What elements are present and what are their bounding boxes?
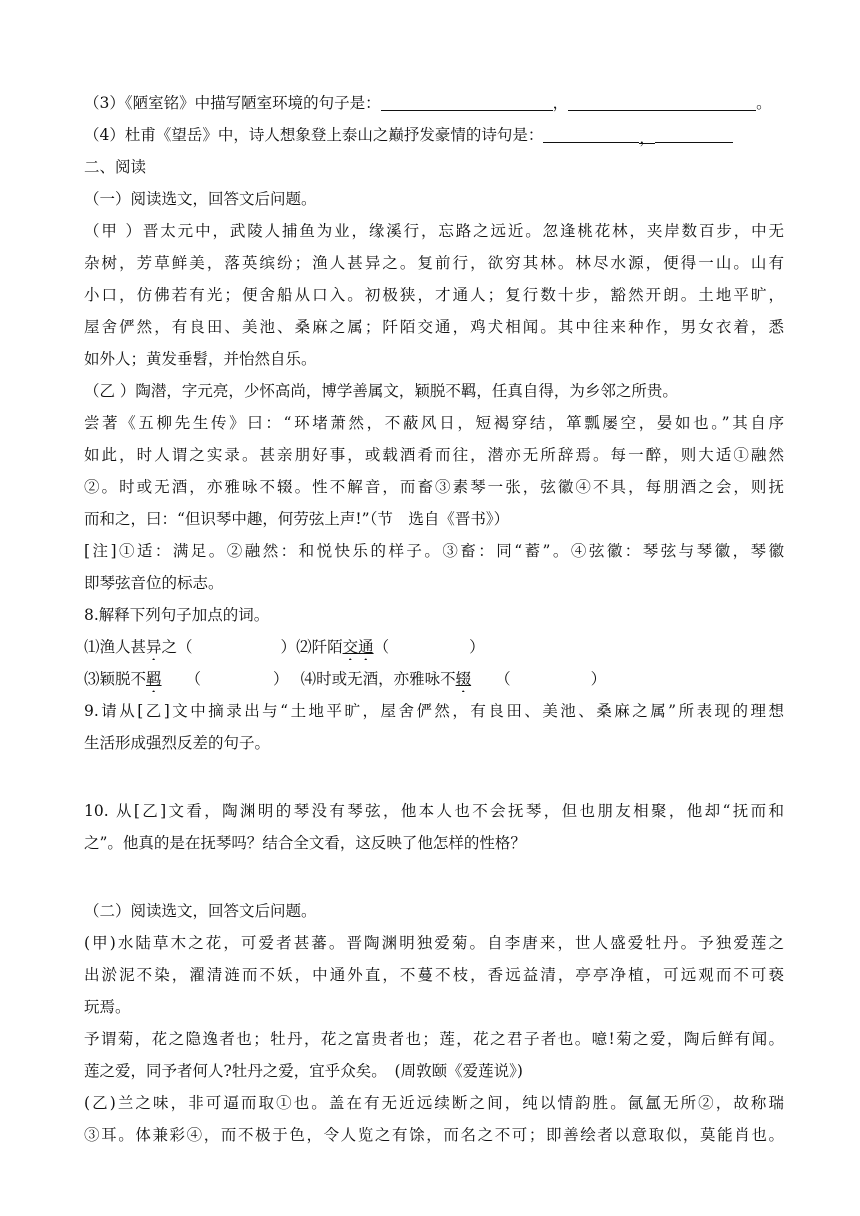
dotted-word: 异 [146, 638, 162, 656]
part-2-heading: （二）阅读选文，回答文后问题。 [84, 902, 317, 920]
separator: 。 [756, 94, 772, 112]
passage-line: 莲之爱，同予者何人?牡丹之爱，宜乎众矣。 (周敦颐《爱莲说》) [84, 1062, 523, 1080]
passage-line: ③耳。体兼彩④，而不极于色，令人览之有馀，而名之不可；即善绘者以意取似，莫能肖也。 [84, 1126, 784, 1144]
question-3 [84, 90, 784, 116]
note-line: 即琴弦音位的标志。 [84, 574, 224, 592]
passage-line: 杂树，芳草鲜美，落英缤纷；渔人甚异之。复前行，欲穷其林。林尽水源，便得一山。山有 [84, 254, 784, 272]
item-text: ） [469, 638, 485, 656]
passage-line: 玩焉。 [84, 998, 131, 1016]
item-text: ） [280, 638, 297, 656]
section-heading: 二、阅读 [84, 158, 147, 176]
dotted-word: 交通 [342, 638, 374, 656]
passage-line: 出淤泥不染，濯清涟而不妖，中通外直，不蔓不枝，香远益清，亭亭净植，可远观而不可亵 [84, 966, 784, 984]
answer-blank[interactable] [543, 124, 639, 143]
question-3-text: （3）《陋室铭》中描写陋室环境的句子是： [84, 94, 381, 112]
passage-line: （甲 ）晋太元中，武陵人捕鱼为业，缘溪行，忘路之远近。忽逢桃花林，夹岸数百步，中无 [84, 222, 784, 240]
item-text: ⑵阡陌 [296, 638, 343, 656]
item-text: 之（ [161, 638, 193, 656]
item-text: ） [590, 670, 607, 688]
note-line: [注]①适：满足。②融然：和悦快乐的样子。③畜：同“蓄”。④弦徽：琴弦与琴徽，琴徽 [84, 542, 784, 560]
passage-line: 尝著《五柳先生传》曰：“环堵萧然，不蔽风日，短褐穿结，箪瓢屡空，晏如也。”其自序 [84, 414, 784, 432]
question-10-line: 10. 从[乙]文看，陶渊明的琴没有琴弦，他本人也不会抚琴，但也朋友相聚，他却“抚而和 [84, 802, 784, 820]
separator: ， [552, 94, 569, 112]
question-8-title: 8.解释下列句子加点的词。 [84, 606, 270, 624]
passage-line: 小口，仿佛若有光；便舍船从口入。初极狭，才通人；复行数十步，豁然开朗。土地平旷， [84, 286, 784, 304]
question-4 [84, 122, 784, 148]
item-text: ⑶颖脱不 [84, 670, 147, 688]
answer-blank[interactable] [655, 124, 733, 143]
item-text: （ [373, 638, 390, 656]
question-9-line: 9.请从[乙]文中摘录出与“土地平旷，屋舍俨然，有良田、美池、桑麻之属”所表现的理想 [84, 702, 784, 720]
passage-line: 予谓菊，花之隐逸者也；牡丹，花之富贵者也；莲，花之君子者也。噫!菊之爱，陶后鲜有闻。 [84, 1030, 784, 1048]
question-8-row-1 [84, 634, 784, 660]
passage-line: 如外人；黄发垂髫，并怡然自乐。 [84, 350, 317, 368]
dotted-word: 羁 [146, 670, 162, 688]
question-8-row-2 [84, 666, 784, 692]
passage-line: (甲)水陆草木之花，可爱者甚蕃。晋陶渊明独爱菊。自李唐来，世人盛爱牡丹。予独爱莲之 [84, 934, 784, 952]
item-text: （ [495, 670, 511, 688]
part-1-heading: （一）阅读选文，回答文后问题。 [84, 190, 317, 208]
item-text: ⑷时或无酒，亦雅咏不 [300, 670, 456, 688]
answer-blank[interactable] [568, 92, 756, 111]
dotted-word: 辍 [455, 670, 472, 688]
question-4-text: （4）杜甫《望岳》中，诗人想象登上泰山之巅抒发豪情的诗句是： [84, 126, 544, 144]
passage-line: (乙)兰之味，非可逼而取①也。盖在有无近远续断之间，纯以情韵胜。氤氲无所②，故称瑞 [84, 1094, 784, 1112]
answer-blank[interactable] [381, 92, 553, 111]
item-text: ⑴渔人甚 [84, 638, 147, 656]
passage-line: （乙 ）陶潜，字元亮，少怀高尚，博学善属文，颖脱不羁，任真自得，为乡邻之所贵。 [84, 382, 678, 400]
passage-line: ②。时或无酒，亦雅咏不辍。性不解音，而畜③素琴一张，弦徽④不具，每朋酒之会，则抚 [84, 478, 784, 496]
passage-line: 屋舍俨然，有良田、美池、桑麻之属；阡陌交通，鸡犬相闻。其中往来种作，男女衣着，悉 [84, 318, 784, 336]
separator: ， [639, 125, 655, 144]
passage-line: 而和之，曰：“但识琴中趣，何劳弦上声!”（节 选自《晋书》） [84, 510, 510, 528]
question-10-line: 之”。他真的是在抚琴吗？结合全文看，这反映了他怎样的性格？ [84, 834, 526, 852]
item-text: ） [273, 670, 289, 688]
passage-line: 如此，时人谓之实录。甚亲朋好事，或载酒肴而往，潜亦无所辞焉。每一醉，则大适①融然 [84, 446, 784, 464]
question-9-line: 生活形成强烈反差的句子。 [84, 734, 271, 752]
item-text: （ [185, 670, 202, 688]
